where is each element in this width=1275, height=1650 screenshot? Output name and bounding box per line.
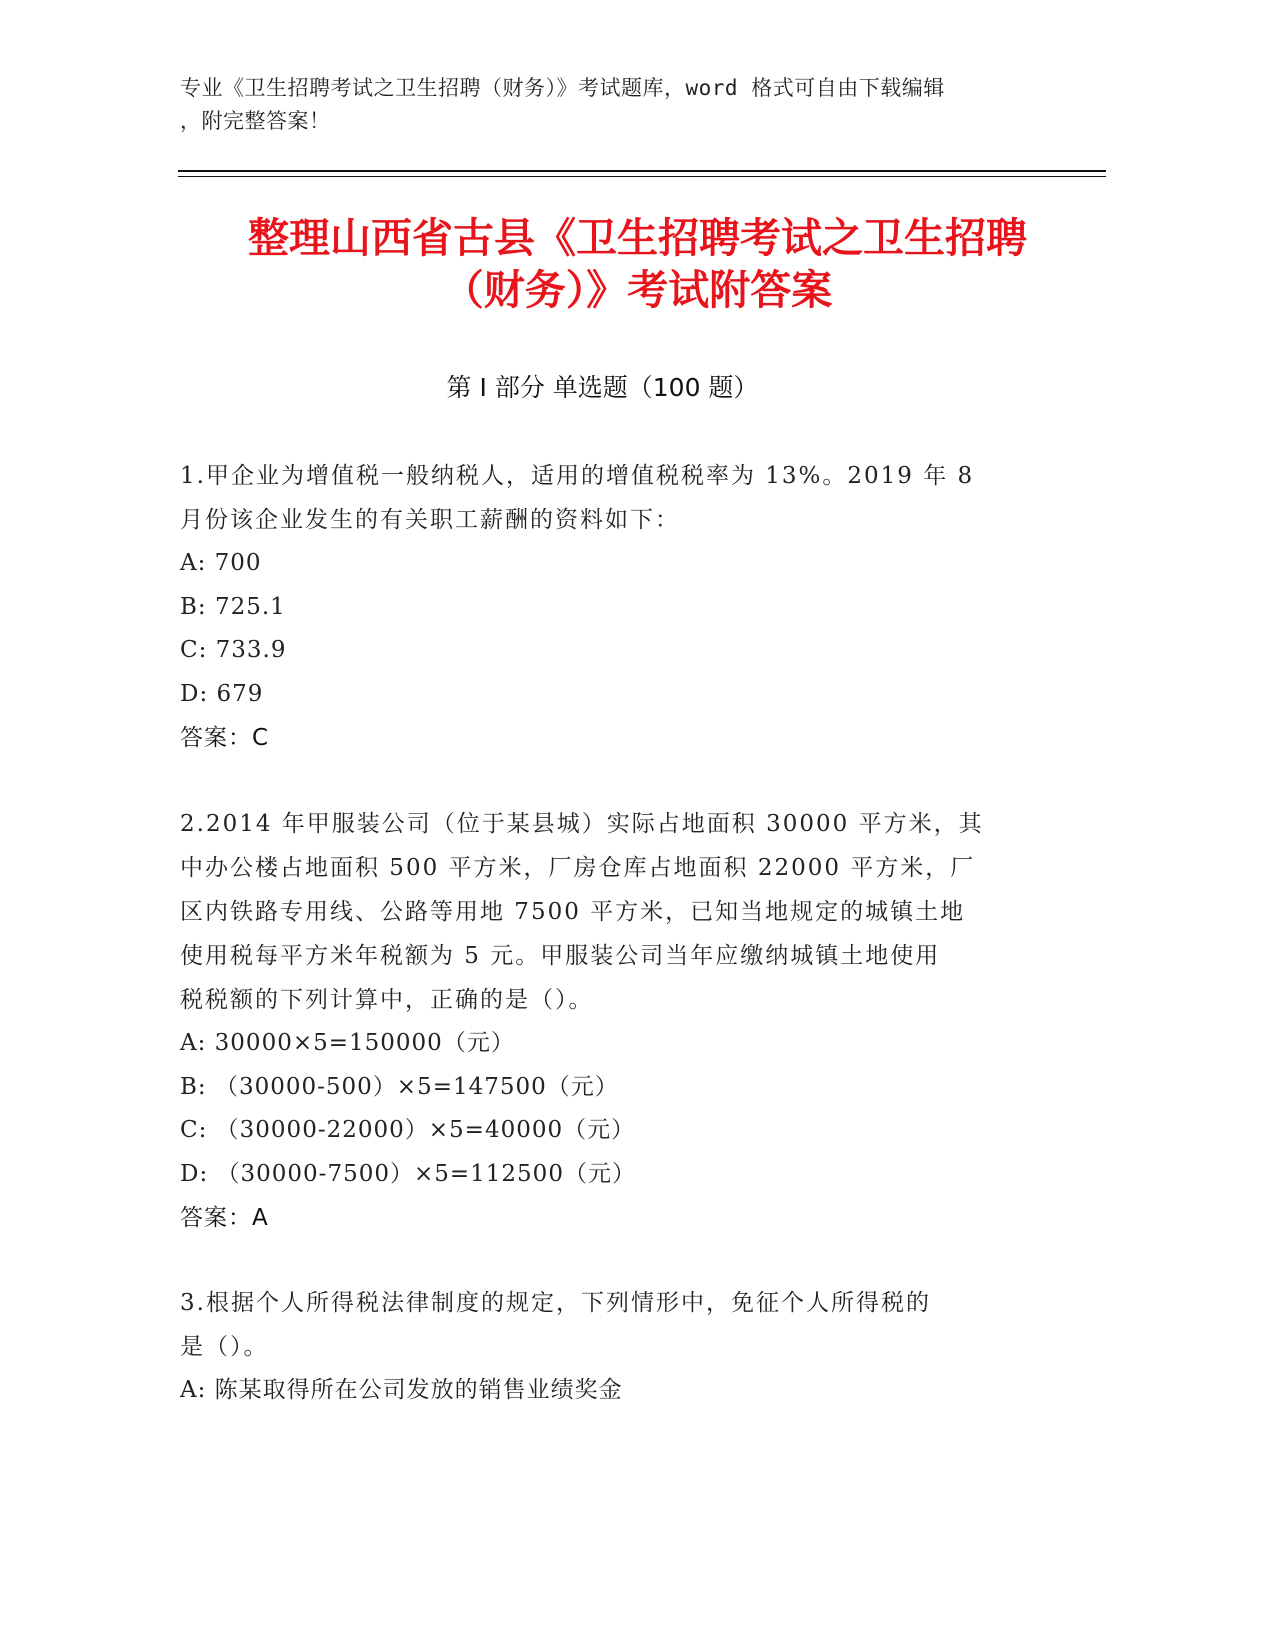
question-stem (180, 454, 1040, 542)
option-a: A: 30000×5=150000（元） (180, 1030, 515, 1056)
question-3 (180, 1281, 1040, 1413)
header-note-line-2: ，附完整答案！ (180, 109, 331, 133)
option-c: C: （30000-22000）×5=40000（元） (180, 1117, 636, 1143)
question-stem-line: 2.2014 年甲服装公司（位于某县城）实际占地面积 30000 平方米，其 (180, 811, 984, 837)
header-rule-thin (178, 176, 1106, 177)
header-note-line-1: 专业《卫生招聘考试之卫生招聘（财务）》考试题库，word 格式可自由下载编辑 (180, 76, 945, 100)
option-d: D: 679 (180, 680, 264, 707)
question-stem-line: 中办公楼占地面积 500 平方米，厂房仓库占地面积 22000 平方米，厂 (180, 855, 976, 881)
question-stem (180, 1281, 1040, 1369)
document-title-line-1: 整理山西省古县《卫生招聘考试之卫生招聘 (248, 214, 1027, 262)
answer-line: 答案：C (180, 725, 270, 751)
answer-line: 答案：A (180, 1205, 269, 1231)
question-stem-line: 使用税每平方米年税额为 5 元。甲服装公司当年应缴纳城镇土地使用 (180, 943, 941, 969)
question-stem-line: 是（）。 (180, 1334, 269, 1360)
header-note (180, 72, 1060, 138)
document-title-line-2: （财务）》考试附答案 (442, 266, 833, 314)
question-stem-line: 3.根据个人所得税法律制度的规定，下列情形中，免征个人所得税的 (180, 1290, 931, 1316)
document-title (150, 212, 1125, 316)
option-a: A: 700 (180, 550, 262, 576)
question-stem-line: 1.甲企业为增值税一般纳税人，适用的增值税税率为 13%。2019 年 8 (180, 463, 975, 489)
question-stem-line: 区内铁路专用线、公路等用地 7500 平方米，已知当地规定的城镇土地 (180, 899, 966, 925)
question-stem-line: 税税额的下列计算中，正确的是（）。 (180, 987, 594, 1013)
option-b: B: （30000-500）×5=147500（元） (180, 1073, 619, 1100)
question-stem (180, 802, 1040, 1022)
question-stem-line: 月份该企业发生的有关职工薪酬的资料如下： (180, 507, 680, 533)
question-2 (180, 802, 1040, 1240)
option-c: C: 733.9 (180, 637, 287, 663)
option-b: B: 725.1 (180, 593, 286, 620)
section-heading: 第 I 部分 单选题（100 题） (446, 373, 759, 402)
option-a: A: 陈某取得所在公司发放的销售业绩奖金 (180, 1377, 623, 1403)
question-1 (180, 454, 1040, 760)
header-rule-thick (178, 170, 1106, 172)
option-d: D: （30000-7500）×5=112500（元） (180, 1160, 636, 1187)
